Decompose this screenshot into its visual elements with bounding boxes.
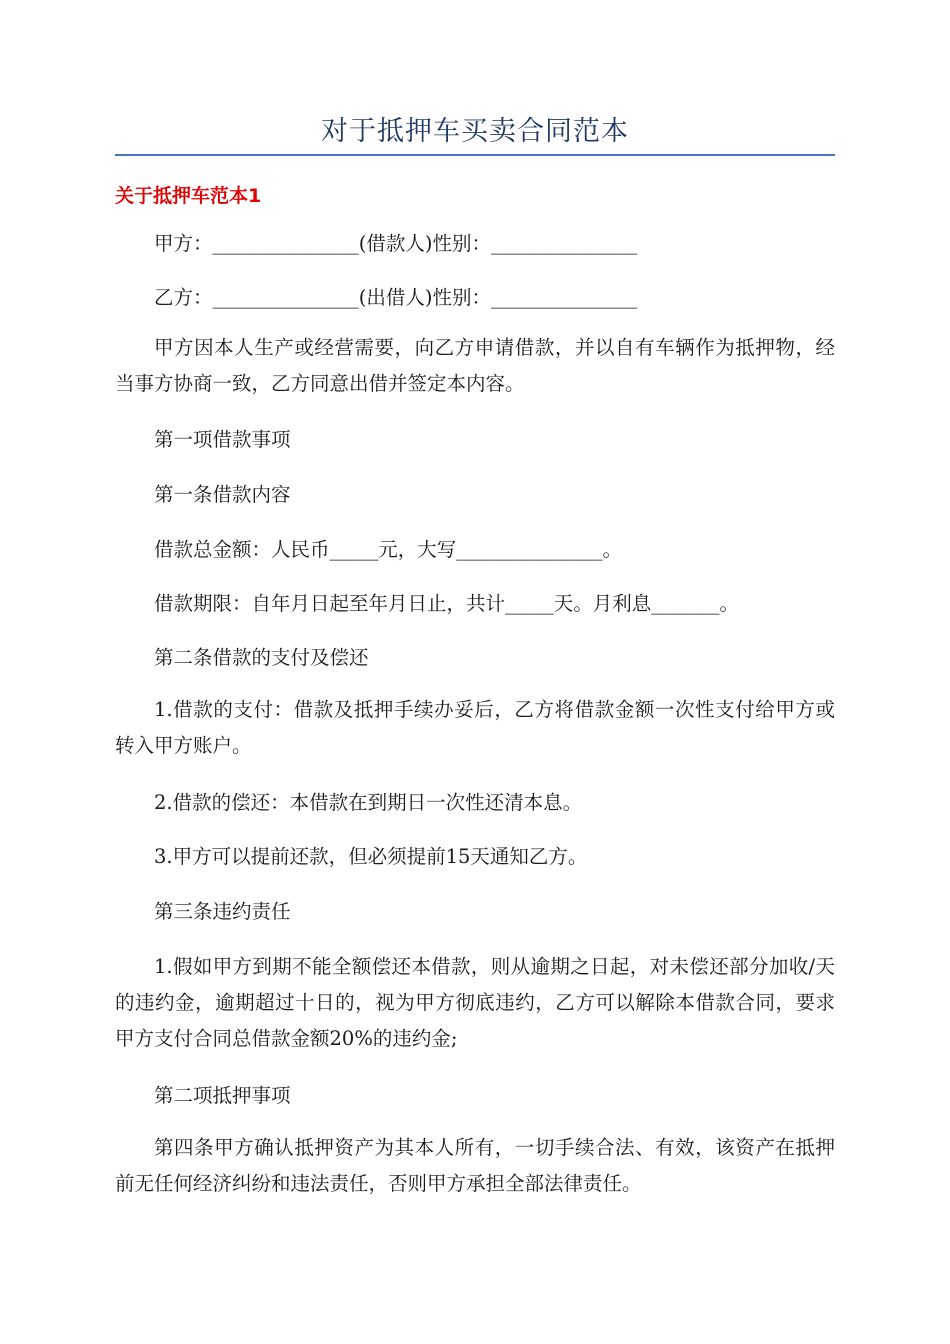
loan-amount-line: 借款总金额：人民币_____元，大写_______________。 — [154, 538, 623, 561]
party-a-line: 甲方：_______________(借款人)性别：_______________ — [154, 232, 638, 255]
section-heading: 关于抵押车范本1 — [115, 185, 262, 207]
article-one-heading: 第一条借款内容 — [154, 483, 291, 506]
preamble-paragraph: 甲方因本人生产或经营需要，向乙方申请借款，并以自有车辆作为抵押物，经当事方协商一致，乙方同意出借并签定本内容。 — [115, 336, 835, 395]
repayment-clause: 2.借款的偿还：本借款在到期日一次性还清本息。 — [154, 791, 583, 814]
party-b-line: 乙方：_______________(出借人)性别：_______________ — [154, 286, 638, 309]
loan-term-line: 借款期限：自年月日起至年月日止，共计_____天。月利息_______。 — [154, 592, 740, 615]
item-one-heading: 第一项借款事项 — [154, 428, 291, 451]
payment-clause: 1.借款的支付：借款及抵押手续办妥后，乙方将借款金额一次性支付给甲方或转入甲方账户。 — [115, 698, 835, 757]
article-four-clause: 第四条甲方确认抵押资产为其本人所有，一切手续合法、有效，该资产在抵押前无任何经济纠纷和违法责任，否则甲方承担全部法律责任。 — [115, 1136, 835, 1195]
article-three-heading: 第三条违约责任 — [154, 900, 291, 923]
article-two-heading: 第二条借款的支付及偿还 — [154, 646, 369, 669]
default-clause: 1.假如甲方到期不能全额偿还本借款，则从逾期之日起，对未偿还部分加收/天的违约金，逾期超过十日的，视为甲方彻底违约，乙方可以解除本借款合同，要求甲方支付合同总借款金额20%的违约金; — [115, 955, 835, 1050]
item-two-heading: 第二项抵押事项 — [154, 1084, 291, 1107]
title-underline — [115, 154, 835, 156]
document-title: 对于抵押车买卖合同范本 — [321, 116, 629, 147]
early-repayment-clause: 3.甲方可以提前还款，但必须提前15天通知乙方。 — [154, 845, 588, 868]
